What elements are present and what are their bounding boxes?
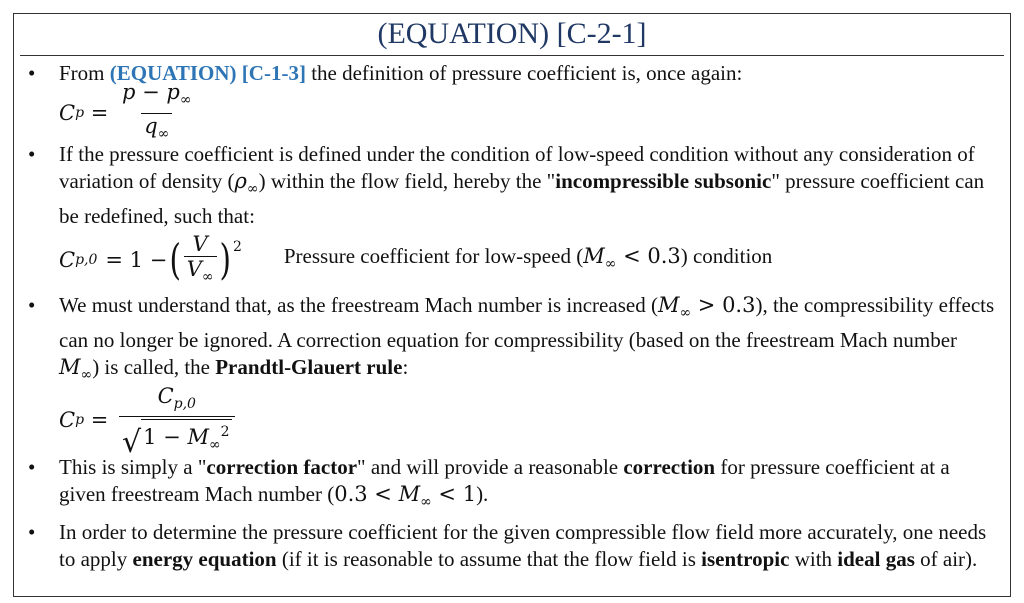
equation-reference: (EQUATION) [C-1-3] <box>109 61 306 85</box>
square-root: √ $1 - M_\infty^2$ <box>122 419 232 457</box>
bullet-3-text: We must understand that, as the freestream Mach number is increased $(M_\infty > 0.3)$, the compressibility effects can no longer be ignored. A correction equation for compressibility (based on the freestream Mach number $M_\infty$) is called, the Prandtl-Glauert rule: <box>59 293 995 384</box>
bullet-marker: • <box>28 454 36 479</box>
bullet-marker: • <box>28 142 36 166</box>
equation-description: Pressure coefficient for low-speed $(M_\infty < 0.3)$ condition <box>283 243 773 272</box>
bullet-4-text: This is simply a "correction factor" and will provide a reasonable correction for pressure coefficient at a given freestream Mach number $(0.3 < M_\infty < 1)$. <box>59 454 950 510</box>
bullet-5-text: In order to determine the pressure coefficient for the given compressible flow field more accurately, one needs to apply energy equation (if it is reasonable to assume that the flow field is isentropic with ideal gas of air). <box>59 519 987 571</box>
page-title: (EQUATION) [C-2-1] <box>377 17 647 50</box>
bullet-item-1 <box>14 60 1010 142</box>
fraction: $C_{p,0}$ √ $1 - M_\infty^2$ <box>119 384 235 457</box>
bullet-item-4 <box>14 454 1010 516</box>
title-divider <box>20 55 1004 56</box>
bullet-marker: • <box>28 293 36 318</box>
prandtl-glauert-equation: C p = $C_{p,0}$ √ $1 - M_\infty^2$ <box>59 390 1000 452</box>
fraction: $\frac{V}{V_\infty}$ <box>184 232 217 289</box>
bullet-item-2 <box>14 141 1010 290</box>
equation-card <box>13 13 1011 597</box>
bullet-list <box>14 60 1010 573</box>
incompressible-pressure-coefficient-equation: C p,0 = 1 − ( $\frac{V}{V_\infty}$ ) $^2$ Pressure coefficient for low-speed $(M_\infty < 0.3)$ condition <box>59 230 1000 290</box>
pressure-coefficient-equation: C p = $\frac{p - p_\infty}{q_\infty}$ <box>59 87 1000 139</box>
fraction: $\frac{p - p_\infty}{q_\infty}$ <box>119 80 195 145</box>
bullet-2-text: If the pressure coefficient is defined under the condition of low-speed condition without any consideration of variation of density $(\rho_\infty)$ within the flow field, hereby the "incompressible subsonic" pressure coefficient can be redefined, such that: <box>59 142 985 229</box>
bullet-1-text: From (EQUATION) [C-1-3] the definition of pressure coefficient is, once again: <box>59 61 743 85</box>
bullet-item-5 <box>14 519 1010 573</box>
bullet-marker: • <box>28 61 36 85</box>
radical-sign-icon: √ <box>122 425 142 461</box>
bullet-marker: • <box>28 519 36 544</box>
bullet-item-3 <box>14 292 1010 461</box>
